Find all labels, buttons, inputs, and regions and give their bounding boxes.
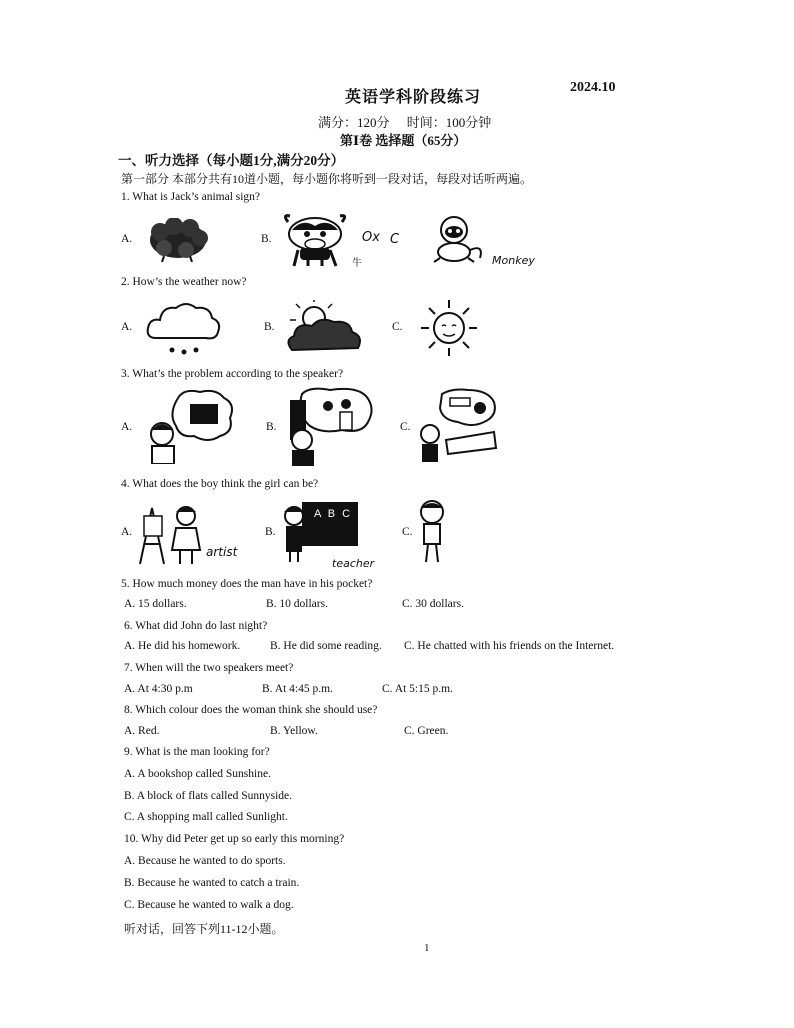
rain-cloud-picture [144, 300, 224, 358]
q8-option-a: A. Red. [124, 725, 160, 737]
q10-option-b: B. Because he wanted to catch a train. [124, 877, 300, 889]
sheep-picture [146, 218, 212, 262]
part1-title: 一、听力选择（每小题1分,满分20分） [118, 153, 345, 168]
exam-meta [318, 112, 505, 131]
exam-time: 时间：100分钟 [406, 115, 492, 130]
exam-date: 2024.10 [570, 80, 616, 95]
q9-text: 9. What is the man looking for? [124, 746, 270, 758]
q5-option-c: C. 30 dollars. [402, 598, 464, 610]
classroom-picture [286, 386, 376, 466]
q9-option-b: B. A block of flats called Sunnyside. [124, 790, 293, 802]
q6-text: 6. What did John do last night? [124, 620, 268, 632]
q7-option-c: C. At 5:15 p.m. [382, 683, 453, 695]
q8-option-b: B. Yellow. [270, 725, 318, 737]
q2-option-c: C. [392, 321, 403, 333]
q10-option-c: C. Because he wanted to walk a dog. [124, 899, 294, 911]
q10-option-a: A. Because he wanted to do sports. [124, 855, 286, 867]
q6-option-a: A. He did his homework. [124, 640, 241, 652]
q3-option-b: B. [266, 421, 277, 433]
q1-option-b: B. [261, 233, 272, 245]
q6-option-b: B. He did some reading. [270, 640, 382, 652]
q7-text: 7. When will the two speakers meet? [124, 662, 294, 674]
blackboard-text: A B C [314, 508, 353, 520]
ox-chinese-label: 牛 [352, 258, 362, 269]
boy-picture [414, 498, 454, 564]
q3-option-c: C. [400, 421, 411, 433]
q2-option-b: B. [264, 321, 275, 333]
q8-option-c: C. Green. [404, 725, 449, 737]
q1-text: 1. What is Jack’s animal sign? [121, 191, 261, 203]
boy-desk-picture [416, 388, 500, 464]
q1-c-mark: C [390, 232, 400, 247]
section-heading: 第Ⅰ卷 选择题（65分） [340, 133, 467, 148]
q6-option-c: C. He chatted with his friends on the Internet. [404, 640, 615, 652]
sun-cloud-picture [284, 300, 366, 356]
q9-option-c: C. A shopping mall called Sunlight. [124, 811, 288, 823]
q4-text: 4. What does the boy think the girl can be? [121, 478, 319, 490]
q2-option-a: A. [121, 321, 133, 333]
monkey-picture [424, 214, 490, 264]
artist-label: artist [206, 545, 238, 559]
monkey-label: Monkey [492, 254, 535, 267]
part1-instruction: 第一部分 本部分共有10道小题，每小题你将听到一段对话，每段对话听两遍。 [121, 172, 533, 186]
q4-option-a: A. [121, 526, 133, 538]
q3-option-a: A. [121, 421, 133, 433]
q1-option-a: A. [121, 233, 133, 245]
ox-picture [280, 212, 350, 268]
q10-text: 10. Why did Peter get up so early this morning? [124, 833, 345, 845]
artist-picture [134, 500, 206, 566]
q7-option-b: B. At 4:45 p.m. [262, 683, 333, 695]
q7-option-a: A. At 4:30 p.m [124, 683, 193, 695]
q5-option-b: B. 10 dollars. [266, 598, 328, 610]
ox-label: Ox [362, 230, 380, 245]
q5-option-a: A. 15 dollars. [124, 598, 187, 610]
q2-text: 2. How’s the weather now? [121, 276, 247, 288]
q9-option-a: A. A bookshop called Sunshine. [124, 768, 271, 780]
q4-option-c: C. [402, 526, 413, 538]
sun-picture [416, 298, 482, 358]
q4-option-b: B. [265, 526, 276, 538]
teacher-label: teacher [332, 557, 375, 570]
page-title: 英语学科阶段练习 [345, 89, 482, 106]
q5-text: 5. How much money does the man have in his pocket? [121, 578, 373, 590]
q8-text: 8. Which colour does the woman think she should use? [124, 704, 378, 716]
q3-text: 3. What’s the problem according to the speaker? [121, 368, 344, 380]
full-score: 满分：120分 [318, 115, 390, 130]
girl-computer-picture [144, 388, 236, 464]
next-section-instruction: 听对话，回答下列11-12小题。 [124, 922, 284, 936]
page-number: 1 [424, 942, 430, 954]
